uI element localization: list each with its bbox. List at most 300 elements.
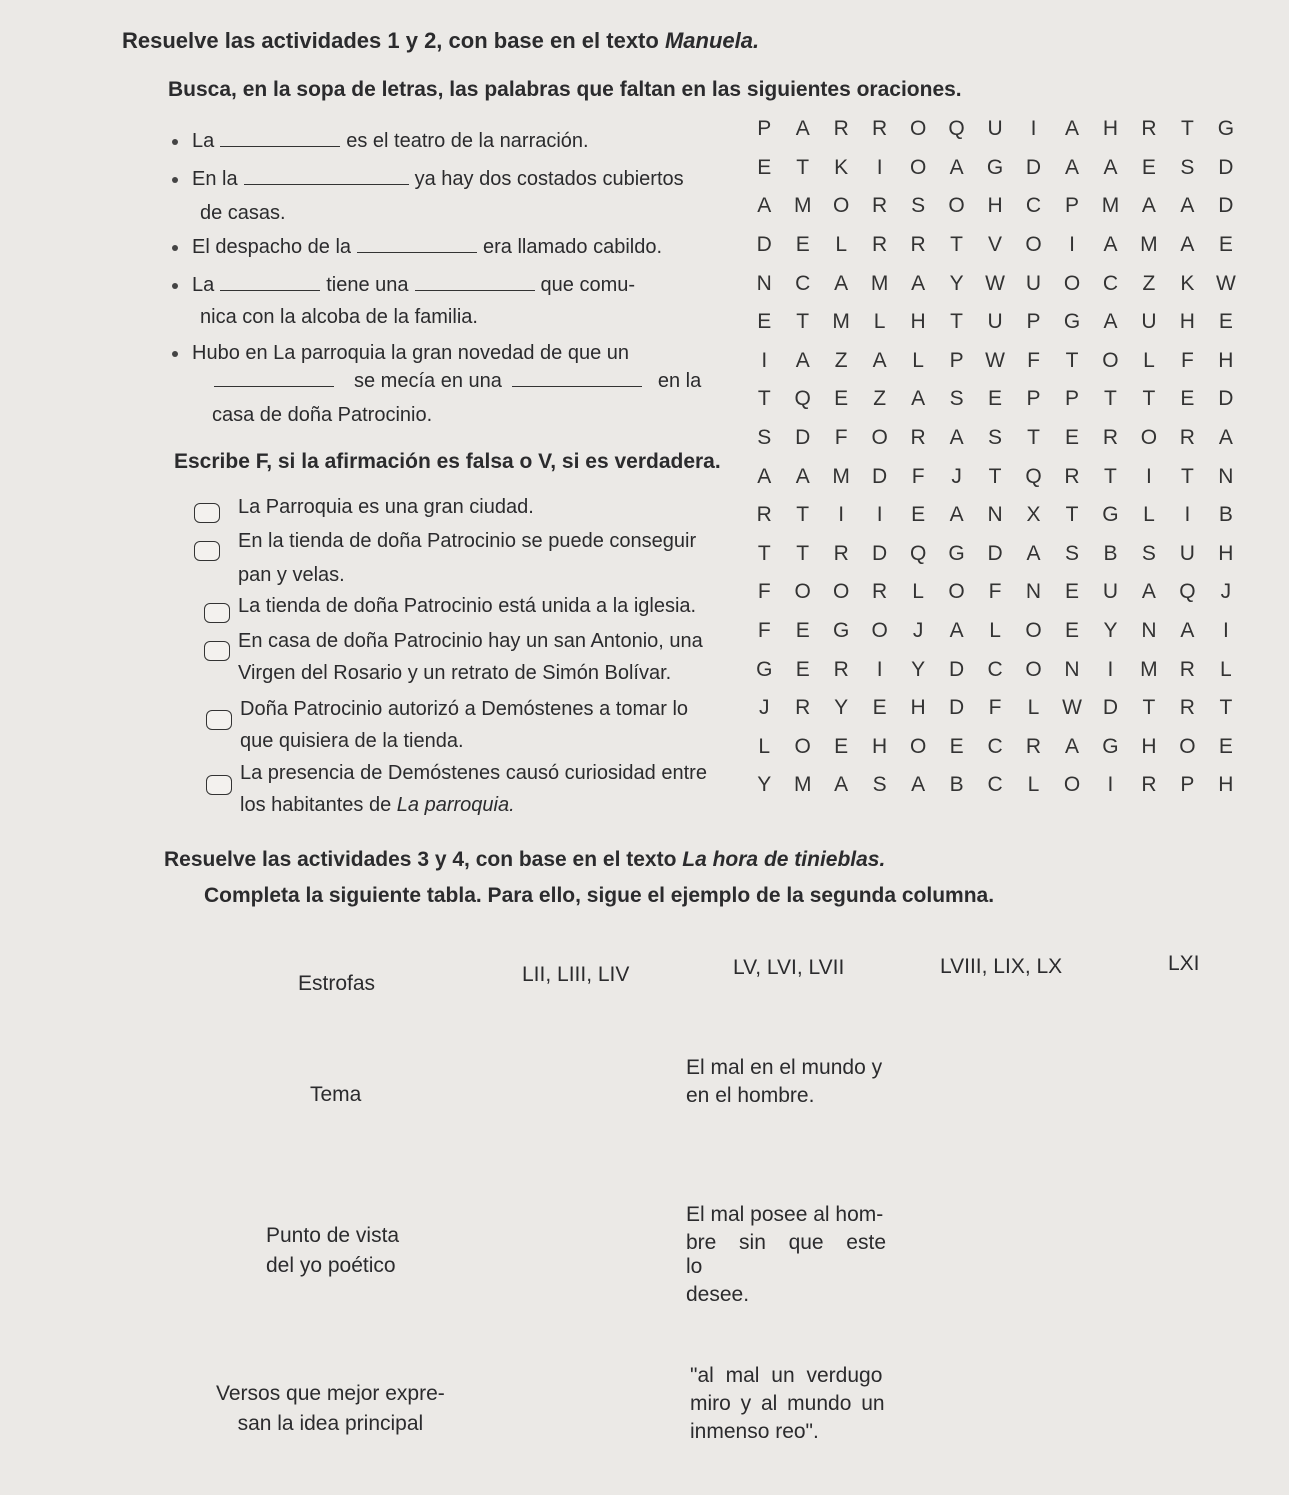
grid-letter: G <box>756 657 773 681</box>
grid-letter: D <box>948 696 965 720</box>
grid-letter: O <box>794 580 811 604</box>
grid-letter: Q <box>1179 580 1196 604</box>
grid-letter: U <box>987 117 1003 141</box>
grid-letter: A <box>949 619 964 643</box>
answer-checkbox[interactable] <box>194 503 220 523</box>
grid-letter: H <box>1179 310 1195 334</box>
grid-letter: K <box>1180 271 1195 295</box>
answer-checkbox[interactable] <box>194 541 220 561</box>
grid-letter: S <box>1141 541 1156 565</box>
answer-checkbox[interactable] <box>204 603 230 623</box>
grid-letter: D <box>1102 696 1119 720</box>
grid-letter: R <box>1102 426 1119 450</box>
grid-letter: T <box>1219 696 1233 720</box>
sentence-5-cont: se mecía en una en la <box>214 370 701 393</box>
grid-row <box>745 303 1245 342</box>
grid-letter: L <box>1143 348 1155 372</box>
grid-row <box>745 110 1245 149</box>
grid-row <box>745 264 1245 303</box>
grid-letter: A <box>795 348 810 372</box>
grid-letter: T <box>950 233 963 257</box>
tema-cell: El mal en el mundo y en el hombre. <box>686 1056 883 1107</box>
grid-letter: C <box>987 773 1003 797</box>
grid-letter: A <box>1026 541 1041 565</box>
grid-letter: R <box>795 696 811 720</box>
grid-row <box>745 496 1245 535</box>
grid-letter: E <box>1064 619 1079 643</box>
statement-2: En la tienda de doña Patrocinio se puede conseguir <box>238 530 697 552</box>
blank-field[interactable] <box>220 130 340 147</box>
grid-letter: R <box>910 233 926 257</box>
grid-letter: T <box>796 503 810 527</box>
grid-letter: T <box>1104 387 1117 411</box>
answer-checkbox[interactable] <box>204 641 230 661</box>
grid-letter: T <box>1142 696 1156 720</box>
activity1-instruction: Busca, en la sopa de letras, las palabras que faltan en las siguientes oraciones. <box>168 78 962 101</box>
grid-letter: E <box>1141 155 1156 179</box>
grid-letter: A <box>1141 580 1156 604</box>
grid-letter: A <box>872 348 887 372</box>
grid-letter: E <box>988 387 1003 411</box>
grid-letter: N <box>1218 464 1234 488</box>
grid-letter: R <box>1179 657 1195 681</box>
grid-letter: A <box>1064 117 1079 141</box>
grid-letter: R <box>1064 464 1080 488</box>
grid-letter: I <box>761 348 768 372</box>
grid-row <box>745 728 1245 767</box>
grid-letter: G <box>948 541 965 565</box>
grid-letter: E <box>911 503 926 527</box>
grid-letter: E <box>949 734 964 758</box>
grid-letter: T <box>1065 348 1079 372</box>
grid-letter: A <box>949 503 964 527</box>
grid-letter: M <box>870 271 889 295</box>
grid-letter: Q <box>909 541 927 565</box>
statement-6: La presencia de Demóstenes causó curiosidad entre <box>240 762 707 784</box>
grid-letter: U <box>987 310 1003 334</box>
grid-letter: D <box>948 657 965 681</box>
grid-letter: U <box>1102 580 1119 604</box>
grid-letter: T <box>757 541 771 565</box>
grid-letter: E <box>795 233 810 257</box>
grid-letter: E <box>834 387 849 411</box>
grid-letter: F <box>911 464 925 488</box>
grid-letter: D <box>1218 155 1234 179</box>
grid-letter: R <box>1025 734 1042 758</box>
grid-letter: O <box>1025 619 1042 643</box>
grid-letter: Y <box>1103 619 1118 643</box>
grid-letter: D <box>872 541 888 565</box>
grid-letter: T <box>988 464 1002 488</box>
sentence-3: El despacho de la era llamado cabildo. <box>172 236 662 259</box>
grid-letter: R <box>872 117 888 141</box>
header-col-2: LV, LVI, LVII <box>733 956 845 979</box>
blank-field[interactable] <box>244 168 409 185</box>
grid-letter: L <box>835 233 848 257</box>
grid-letter: J <box>912 619 924 643</box>
grid-letter: H <box>1102 117 1119 141</box>
grid-letter: P <box>1064 387 1079 411</box>
grid-letter: H <box>1218 541 1234 565</box>
grid-letter: C <box>987 734 1003 758</box>
grid-letter: D <box>795 426 811 450</box>
grid-letter: P <box>1026 310 1041 334</box>
grid-letter: M <box>832 464 850 488</box>
part2-instruction: Resuelve las actividades 3 y 4, con base en el texto La hora de tinieblas. <box>164 848 886 871</box>
grid-letter: F <box>1180 348 1194 372</box>
grid-letter: E <box>1180 387 1195 411</box>
grid-letter: A <box>1103 155 1118 179</box>
grid-letter: A <box>757 194 772 218</box>
grid-letter: A <box>1103 233 1118 257</box>
grid-letter: W <box>985 348 1005 372</box>
grid-letter: F <box>757 619 771 643</box>
grid-letter: S <box>949 387 964 411</box>
grid-letter: R <box>872 194 888 218</box>
grid-letter: S <box>1180 155 1195 179</box>
grid-row <box>745 419 1245 458</box>
grid-letter: C <box>1102 271 1119 295</box>
grid-letter: U <box>1141 310 1157 334</box>
bullet-icon <box>172 139 178 145</box>
grid-letter: D <box>872 464 888 488</box>
grid-letter: Z <box>1142 271 1156 295</box>
grid-letter: O <box>1063 271 1081 295</box>
grid-letter: H <box>910 696 926 720</box>
grid-letter: T <box>796 155 810 179</box>
grid-letter: S <box>988 426 1003 450</box>
grid-letter: N <box>756 271 772 295</box>
answer-checkbox[interactable] <box>206 775 232 795</box>
bullet-icon <box>172 177 178 183</box>
sentence-4: La tiene una que comu- <box>172 274 635 297</box>
grid-letter: Y <box>757 773 772 797</box>
grid-letter: A <box>949 426 964 450</box>
sentence-5: Hubo en La parroquia la gran novedad de que un <box>172 342 629 365</box>
grid-letter: A <box>1064 155 1079 179</box>
grid-letter: L <box>1027 773 1040 797</box>
grid-letter: M <box>793 773 812 797</box>
grid-letter: V <box>988 233 1003 257</box>
grid-letter: N <box>1141 619 1157 643</box>
grid-letter: A <box>1103 310 1118 334</box>
row-label-punto-de-vista: Punto de vista del yo poético <box>266 1224 400 1277</box>
grid-letter: D <box>756 233 772 257</box>
grid-letter: P <box>949 348 964 372</box>
grid-letter: O <box>948 194 965 218</box>
grid-letter: T <box>796 310 810 334</box>
grid-letter: O <box>1063 773 1081 797</box>
heading-text: Resuelve las actividades 1 y 2, con base en el texto <box>122 28 665 53</box>
statement-2-cont: pan y velas. <box>238 564 345 586</box>
grid-letter: S <box>1064 541 1079 565</box>
grid-letter: O <box>909 734 927 758</box>
sentence-1: La es el teatro de la narración. <box>172 130 589 153</box>
grid-letter: O <box>794 734 811 758</box>
grid-letter: I <box>876 503 883 527</box>
sentence-5-end: casa de doña Patrocinio. <box>212 404 433 426</box>
grid-letter: Q <box>948 117 965 141</box>
grid-letter: O <box>1102 348 1119 372</box>
grid-letter: B <box>949 773 964 797</box>
grid-letter: I <box>1030 117 1037 141</box>
grid-letter: A <box>795 464 810 488</box>
grid-letter: J <box>758 696 770 720</box>
blank-field[interactable] <box>512 370 642 387</box>
grid-letter: H <box>872 734 888 758</box>
grid-letter: R <box>756 503 772 527</box>
grid-letter: O <box>833 194 850 218</box>
grid-letter: F <box>988 696 1002 720</box>
grid-letter: U <box>1025 271 1042 295</box>
statement-4: En casa de doña Patrocinio hay un san Antonio, una <box>238 630 703 652</box>
versos-cell: "al mal un verdugo miro y al mundo un inmenso reo". <box>690 1364 885 1443</box>
grid-letter: F <box>1027 348 1040 372</box>
grid-row <box>745 535 1245 574</box>
grid-letter: K <box>834 155 849 179</box>
grid-letter: X <box>1026 503 1041 527</box>
grid-row <box>745 226 1245 265</box>
grid-letter: S <box>757 426 772 450</box>
grid-letter: E <box>795 657 810 681</box>
grid-letter: L <box>1220 657 1232 681</box>
grid-letter: D <box>1218 194 1234 218</box>
grid-letter: M <box>832 310 850 334</box>
grid-letter: R <box>833 541 849 565</box>
grid-letter: W <box>1215 271 1236 295</box>
grid-letter: I <box>1146 464 1152 488</box>
grid-letter: Y <box>834 696 849 720</box>
grid-letter: P <box>1180 773 1195 797</box>
grid-letter: E <box>872 696 887 720</box>
header-col-3: LVIII, LIX, LX <box>940 955 1063 978</box>
grid-letter: N <box>1025 580 1042 604</box>
grid-letter: F <box>988 580 1002 604</box>
row-label-versos: Versos que mejor expre- san la idea principal <box>216 1382 445 1435</box>
grid-letter: D <box>1218 387 1234 411</box>
activity2-instruction: Escribe F, si la afirmación es falsa o V, si es verdadera. <box>174 450 721 473</box>
row-label-estrofas: Estrofas <box>298 972 376 995</box>
grid-row <box>745 457 1245 496</box>
grid-letter: G <box>1217 117 1235 141</box>
grid-letter: L <box>912 348 924 372</box>
word-search-grid <box>745 110 1245 805</box>
grid-letter: E <box>757 310 772 334</box>
row-label-tema: Tema <box>310 1083 362 1106</box>
grid-letter: O <box>1025 657 1042 681</box>
grid-letter: E <box>1064 580 1079 604</box>
grid-letter: A <box>911 773 926 797</box>
grid-row <box>745 573 1245 612</box>
grid-letter: I <box>1222 619 1229 643</box>
grid-letter: M <box>1101 194 1120 218</box>
grid-letter: B <box>1218 503 1233 527</box>
grid-letter: F <box>834 426 848 450</box>
grid-letter: T <box>1104 464 1117 488</box>
grid-letter: A <box>757 464 772 488</box>
grid-letter: L <box>758 734 771 758</box>
grid-letter: R <box>872 233 888 257</box>
grid-letter: A <box>1180 233 1195 257</box>
grid-letter: Y <box>949 271 964 295</box>
grid-letter: E <box>834 734 849 758</box>
grid-letter: T <box>757 387 771 411</box>
statement-3: La tienda de doña Patrocinio está unida a la iglesia. <box>238 595 697 617</box>
grid-letter: W <box>1062 696 1082 720</box>
grid-letter: H <box>1218 773 1234 797</box>
table-instruction: Completa la siguiente tabla. Para ello, sigue el ejemplo de la segunda columna. <box>204 884 995 907</box>
grid-row <box>745 187 1245 226</box>
sentence-4-cont: nica con la alcoba de la familia. <box>200 306 478 328</box>
statement-1: La Parroquia es una gran ciudad. <box>238 496 534 518</box>
grid-letter: A <box>795 117 810 141</box>
grid-letter: I <box>876 155 883 179</box>
page-heading <box>122 28 759 54</box>
grid-letter: H <box>987 194 1003 218</box>
grid-row <box>745 766 1245 805</box>
grid-letter: G <box>1063 310 1081 334</box>
grid-letter: O <box>909 117 927 141</box>
grid-letter: J <box>1220 580 1232 604</box>
grid-letter: T <box>1065 503 1079 527</box>
grid-letter: R <box>872 580 888 604</box>
grid-letter: T <box>1180 117 1194 141</box>
punto-de-vista-cell: El mal posee al hom- bre sin que este lo desee. <box>686 1203 886 1306</box>
grid-letter: E <box>1218 233 1233 257</box>
grid-row <box>745 380 1245 419</box>
grid-letter: I <box>838 503 845 527</box>
grid-letter: Z <box>834 348 848 372</box>
grid-letter: M <box>1140 657 1158 681</box>
grid-letter: A <box>1218 426 1233 450</box>
bullet-icon <box>172 245 178 251</box>
bullet-icon <box>172 351 178 357</box>
grid-letter: R <box>833 657 849 681</box>
grid-letter: N <box>1064 657 1080 681</box>
statement-5: Doña Patrocinio autorizó a Demóstenes a tomar lo <box>240 698 689 720</box>
grid-letter: N <box>987 503 1003 527</box>
grid-letter: H <box>910 310 926 334</box>
grid-row <box>745 342 1245 381</box>
grid-letter: B <box>1103 541 1118 565</box>
grid-row <box>745 612 1245 651</box>
grid-letter: A <box>911 387 926 411</box>
grid-letter: O <box>871 619 888 643</box>
grid-letter: G <box>833 619 850 643</box>
answer-checkbox[interactable] <box>206 710 232 730</box>
grid-letter: Y <box>911 657 926 681</box>
grid-letter: F <box>757 580 771 604</box>
sentence-2: En la ya hay dos costados cubiertos <box>172 168 684 191</box>
grid-letter: R <box>1179 696 1195 720</box>
statement-5-cont: que quisiera de la tienda. <box>240 730 464 752</box>
header-col-1: LII, LIII, LIV <box>522 963 630 986</box>
grid-letter: G <box>1102 734 1119 758</box>
grid-letter: I <box>1107 773 1114 797</box>
grid-letter: O <box>871 426 888 450</box>
grid-letter: R <box>1141 117 1157 141</box>
grid-letter: S <box>872 773 887 797</box>
grid-letter: L <box>873 310 886 334</box>
grid-letter: O <box>1025 233 1042 257</box>
heading-title: Manuela. <box>664 28 760 53</box>
grid-letter: T <box>1180 464 1194 488</box>
grid-letter: S <box>911 194 926 218</box>
grid-letter: W <box>985 271 1005 295</box>
grid-letter: O <box>1179 734 1196 758</box>
statement-6-cont: los habitantes de La parroquia. <box>240 794 515 816</box>
grid-row <box>745 149 1245 188</box>
grid-letter: D <box>1025 155 1042 179</box>
grid-letter: C <box>987 657 1003 681</box>
statement-4-cont: Virgen del Rosario y un retrato de Simón Bolívar. <box>238 662 672 684</box>
grid-letter: E <box>795 619 810 643</box>
grid-letter: I <box>1184 503 1191 527</box>
grid-letter: D <box>987 541 1003 565</box>
grid-letter: I <box>1069 233 1075 257</box>
grid-letter: R <box>1179 426 1195 450</box>
grid-letter: L <box>1027 696 1040 720</box>
grid-letter: L <box>989 619 1001 643</box>
grid-letter: M <box>793 194 812 218</box>
grid-letter: U <box>1179 541 1195 565</box>
grid-letter: R <box>833 117 849 141</box>
grid-letter: P <box>1026 387 1041 411</box>
grid-letter: G <box>1102 503 1119 527</box>
grid-letter: T <box>950 310 963 334</box>
grid-letter: T <box>1027 426 1040 450</box>
blank-field[interactable] <box>415 274 535 291</box>
grid-letter: L <box>912 580 924 604</box>
grid-letter: A <box>911 271 926 295</box>
grid-letter: H <box>1141 734 1157 758</box>
grid-row <box>745 650 1245 689</box>
grid-letter: O <box>833 580 850 604</box>
grid-letter: M <box>1140 233 1158 257</box>
grid-letter: A <box>949 155 964 179</box>
blank-field[interactable] <box>214 370 334 387</box>
grid-letter: A <box>1141 194 1156 218</box>
sentence-2-cont: de casas. <box>200 202 286 224</box>
grid-letter: A <box>834 773 849 797</box>
grid-letter: E <box>1218 734 1233 758</box>
grid-letter: T <box>1142 387 1156 411</box>
bullet-icon <box>172 283 178 289</box>
blank-field[interactable] <box>357 236 477 253</box>
grid-letter: C <box>795 271 811 295</box>
blank-field[interactable] <box>220 274 320 291</box>
grid-letter: O <box>1140 426 1158 450</box>
grid-letter: Q <box>794 387 811 411</box>
grid-letter: L <box>1143 503 1155 527</box>
grid-letter: J <box>951 464 962 488</box>
grid-letter: I <box>876 657 883 681</box>
grid-letter: A <box>1180 194 1195 218</box>
grid-letter: C <box>1025 194 1042 218</box>
grid-letter: G <box>986 155 1004 179</box>
grid-letter: Z <box>873 387 887 411</box>
grid-letter: I <box>1107 657 1114 681</box>
grid-row <box>745 689 1245 728</box>
grid-letter: P <box>1064 194 1079 218</box>
grid-letter: A <box>834 271 849 295</box>
grid-letter: R <box>910 426 926 450</box>
header-col-4: LXI <box>1168 952 1200 975</box>
grid-letter: P <box>757 117 772 141</box>
grid-letter: T <box>796 541 810 565</box>
grid-letter: O <box>909 155 927 179</box>
grid-letter: E <box>1064 426 1079 450</box>
